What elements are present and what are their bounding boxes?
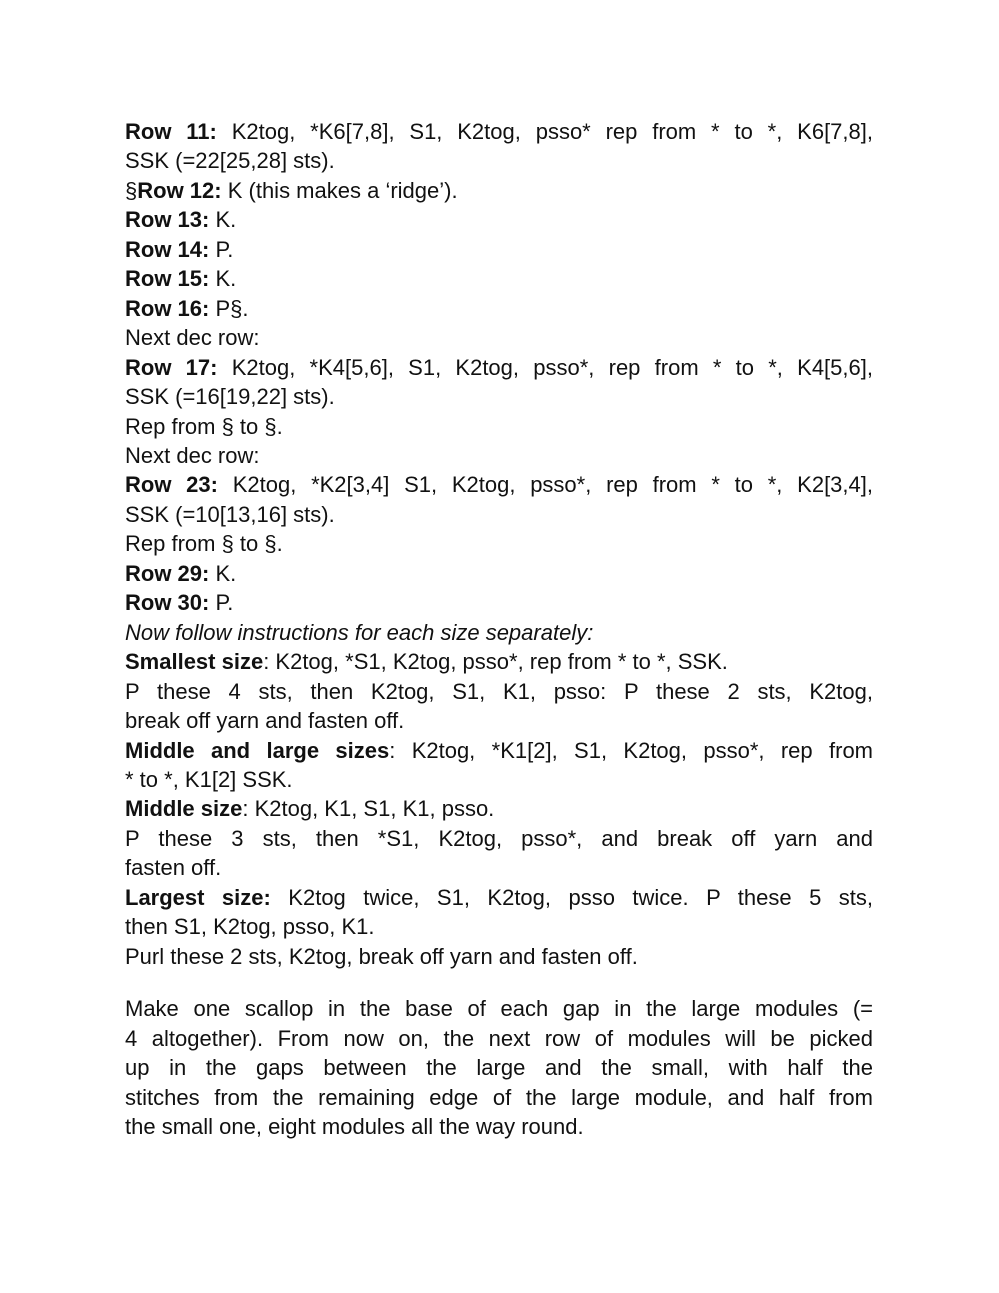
bold-label: Row 29: [125,560,210,586]
text-run: the small one, eight modules all the way round. [125,1113,584,1139]
text-line [125,441,873,470]
text-run: K2tog, *K6[7,8], S1, K2tog, psso* rep from * to *, K6[7,8], [216,119,873,144]
text-run: P. [209,236,234,262]
text-line [125,176,873,205]
italic-text: Now follow instructions for each size separately: [125,619,594,645]
bold-label: Middle and large sizes [125,737,390,763]
text-line [125,382,873,411]
bold-label: Row 17: [125,354,218,380]
text-line [125,559,873,588]
text-run: Make one scallop in the base of each gap in the large modules (= [125,996,873,1022]
text-run: : K2tog, K1, S1, K1, psso. [242,796,495,822]
bold-label: Middle size [125,796,243,822]
text-line [125,1083,873,1112]
text-run: K2tog twice, S1, K2tog, psso twice. P these 5 sts, [270,884,873,910]
text-line [125,765,873,794]
bold-label: Row 12: [137,177,222,203]
text-line [125,529,873,558]
text-line [125,677,873,706]
bold-label: Row 14: [125,236,210,262]
bold-label: Row 30: [125,590,210,616]
text-line [125,647,873,676]
text-run: Rep from § to §. [125,531,283,557]
text-run: Rep from § to §. [125,413,283,439]
text-run: § [125,177,138,203]
text-line [125,146,873,175]
text-run: P§. [209,295,249,321]
text-line [125,235,873,264]
text-run: K2tog, *K2[3,4] S1, K2tog, psso*, rep from * to *, K2[3,4], [217,472,873,498]
text-line [125,824,873,853]
text-line [125,205,873,234]
bold-label: Row 11: [125,119,217,144]
text-run: P. [209,590,234,616]
text-run: SSK (=22[25,28] sts). [125,148,335,174]
text-line [125,853,873,882]
text-line [125,470,873,499]
text-run: 4 altogether). From now on, the next row of modules will be picked [125,1025,873,1051]
text-line [125,618,873,647]
text-line [125,323,873,352]
bold-label: Smallest size [125,649,264,675]
text-line [125,1053,873,1082]
text-run: K. [209,560,237,586]
text-run: Purl these 2 sts, K2tog, break off yarn and fasten off. [125,943,638,969]
text-line [125,794,873,823]
text-run: stitches from the remaining edge of the large module, and half from [125,1084,873,1110]
text-line [125,912,873,941]
text-run: SSK (=16[19,22] sts). [125,384,335,410]
text-line [125,117,873,146]
text-line [125,994,873,1023]
text-line [125,736,873,765]
text-line [125,500,873,529]
text-run: Next dec row: [125,325,260,351]
text-run: : K2tog, *S1, K2tog, psso*, rep from * to *, SSK. [263,649,728,675]
text-run: then S1, K2tog, psso, K1. [125,914,375,940]
bold-label: Row 13: [125,207,210,233]
text-line [125,412,873,441]
text-run: K. [209,207,237,233]
bold-label: Row 16: [125,295,210,321]
text-line [125,588,873,617]
document-page [125,117,873,1141]
text-line [125,1112,873,1141]
text-line [125,294,873,323]
text-run: : K2tog, *K1[2], S1, K2tog, psso*, rep from [389,737,873,763]
text-run: Next dec row: [125,442,260,468]
text-run: up in the gaps between the large and the small, with half the [125,1055,873,1081]
bold-label: Row 15: [125,266,210,292]
text-run: SSK (=10[13,16] sts). [125,501,335,527]
text-line [125,353,873,382]
text-line [125,1024,873,1053]
text-line [125,706,873,735]
text-line [125,942,873,971]
text-run: K (this makes a ‘ridge’). [221,177,458,203]
text-run: P these 3 sts, then *S1, K2tog, psso*, and break off yarn and [125,825,873,851]
text-run: * to *, K1[2] SSK. [125,766,293,792]
text-run: fasten off. [125,855,222,881]
text-run: P these 4 sts, then K2tog, S1, K1, psso: P these 2 sts, K2tog, [125,678,873,704]
text-run: K. [209,266,237,292]
bold-label: Largest size: [125,884,271,910]
text-line [125,264,873,293]
text-run: break off yarn and fasten off. [125,708,405,734]
paragraph-gap [125,971,873,994]
bold-label: Row 23: [125,472,218,498]
text-line [125,883,873,912]
text-run: K2tog, *K4[5,6], S1, K2tog, psso*, rep from * to *, K4[5,6], [217,354,873,380]
